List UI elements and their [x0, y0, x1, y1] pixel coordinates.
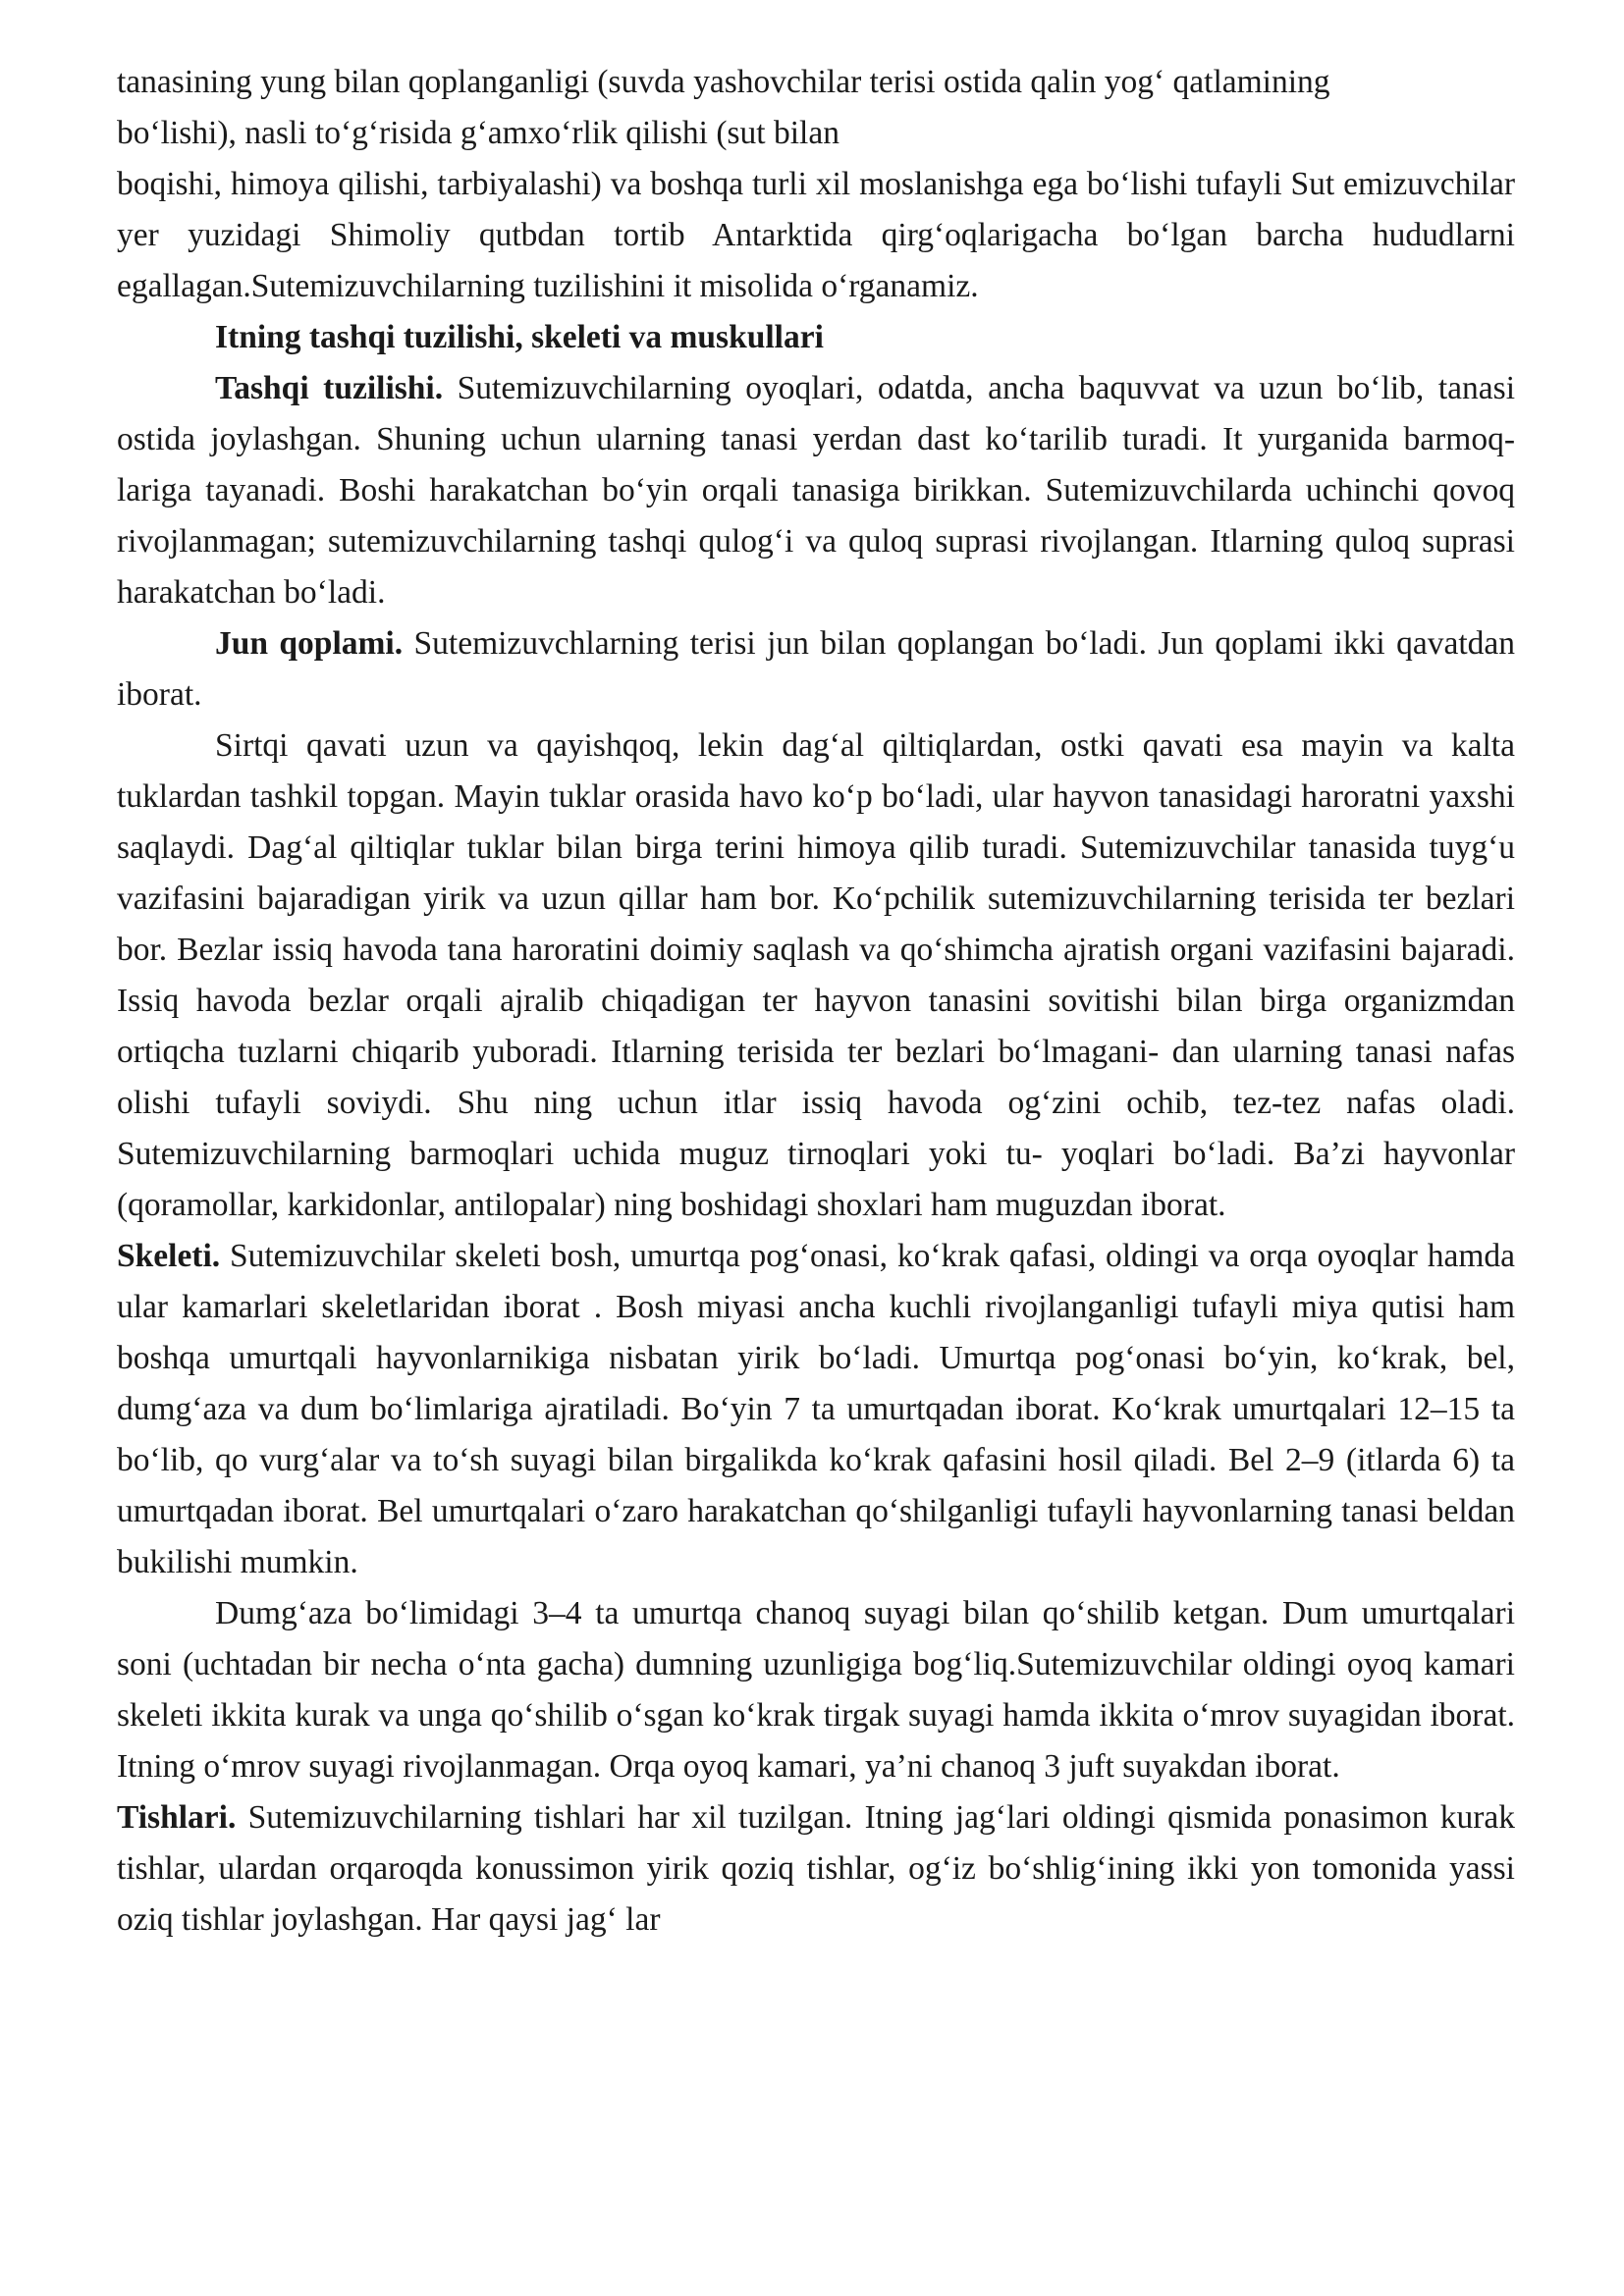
section-heading: Itning tashqi tuzilishi, skeleti va muskullari	[215, 319, 824, 355]
paragraph-skeleti	[117, 1231, 1515, 1588]
paragraph-line: tanasining yung bilan qoplanganligi (suvda yashovchilar terisi ostida qalin yog‘ qatlamining	[117, 64, 1330, 100]
paragraph-text: Sutemizuvchilarning oyoqlari, odatda, ancha baquvvat va uzun bo‘lib, tanasi ostida joylashgan. Shuning uchun ularning tanasi yerdan dast ko‘tarilib turadi. It yurganida barmoq- lariga tayanadi. Boshi harakatchan bo‘yin orqali tanasiga birikkan. Sutemizuvchilarda uchinchi qovoq rivojlanmagan; sutemizuvchilarning tashqi qulog‘i va quloq suprasi rivojlangan. Itlarning quloq suprasi harakatchan bo‘ladi.	[117, 370, 1515, 611]
paragraph-jun	[117, 618, 1515, 721]
term-label: Jun qoplami.	[215, 625, 404, 662]
paragraph-line: bo‘lishi), nasli to‘g‘risida g‘amxo‘rlik qilishi (sut bilan	[117, 115, 839, 151]
paragraph-text: Sutemizuvchilarning tishlari har xil tuzilgan. Itning jag‘lari oldingi qismida ponasimon kurak tishlar, ulardan orqaroqda konussimon yirik qoziq tishlar, og‘iz bo‘shlig‘ining ikki yon tomonida yassi oziq tishlar joylashgan. Har qaysi jag‘ lar	[117, 1799, 1515, 1938]
paragraph-sirtqi: Sirtqi qavati uzun va qayishqoq, lekin dag‘al qiltiqlardan, ostki qavati esa mayin va kalta tuklardan tashkil topgan. Mayin tuklar orasida havo ko‘p bo‘ladi, ular hayvon tanasidagi haroratni yaxshi saqlaydi. Dag‘al qiltiqlar tuklar bilan birga terini himoya qilib turadi. Sutemizuvchilar tanasida tuyg‘u vazifasini bajaradigan yirik va uzun qillar ham bor. Ko‘pchilik sutemizuvchilarning terisida ter bezlari bor. Bezlar issiq havoda tana haroratini doimiy saqlash va qo‘shimcha ajratish organi vazifasini bajaradi. Issiq havoda bezlar orqali ajralib chiqadigan ter hayvon tanasini sovitishi bilan birga organizmdan ortiqcha tuzlarni chiqarib yuboradi. Itlarning terisida ter bezlari bo‘lmagani- dan ularning tanasi nafas olishi tufayli soviydi. Shu ning uchun itlar issiq havoda og‘zini ochib, tez-tez nafas oladi. Sutemizuvchilarning barmoqlari uchida muguz tirnoqlari yoki tu- yoqlari bo‘ladi. Ba’zi hayvonlar (qoramollar, karkidonlar, antilopalar) ning boshidagi shoxlari ham muguzdan iborat.	[117, 727, 1515, 1223]
paragraph-tishlari	[117, 1792, 1515, 1946]
term-label: Skeleti.	[117, 1238, 221, 1274]
paragraph: boqishi, himoya qilishi, tarbiyalashi) va boshqa turli xil moslanishga ega bo‘lishi tufayli Sut emizuvchilar yer yuzidagi Shimoliy qutbdan tortib Antarktida qirg‘oqlarigacha bo‘lgan barcha hududlarni egallagan.Sutemizuvchilarning tuzilishini it misolida o‘rganamiz.	[117, 166, 1515, 304]
paragraph-tashqi	[117, 363, 1515, 618]
term-label: Tashqi tuzilishi.	[215, 370, 444, 406]
document-page	[117, 57, 1515, 1946]
paragraph-text: Sutemizuvchilar skeleti bosh, umurtqa pog‘onasi, ko‘krak qafasi, oldingi va orqa oyoqlar hamda ular kamarlari skeletlaridan iborat . Bosh miyasi ancha kuchli rivojlanganligi tufayli miya qutisi ham boshqa umurtqali hayvonlarnikiga nisbatan yirik bo‘ladi. Umurtqa pog‘onasi bo‘yin, ko‘krak, bel, dumg‘aza va dum bo‘limlariga ajratiladi. Bo‘yin 7 ta umurtqadan iborat. Ko‘krak umurtqalari 12–15 ta bo‘lib, qo vurg‘alar va to‘sh suyagi bilan birgalikda ko‘krak qafasini hosil qiladi. Bel 2–9 (itlarda 6) ta umurtqadan iborat. Bel umurtqalari o‘zaro harakatchan qo‘shilganligi tufayli hayvonlarning tanasi beldan bukilishi mumkin.	[117, 1238, 1515, 1580]
paragraph-text: Sutemizuvchlarning terisi jun bilan qoplangan bo‘ladi. Jun qoplami ikki qavatdan iborat.	[117, 625, 1515, 713]
paragraph-dumgaza: Dumg‘aza bo‘limidagi 3–4 ta umurtqa chanoq suyagi bilan qo‘shilib ketgan. Dum umurtqalari soni (uchtadan bir necha o‘nta gacha) dumning uzunligiga bog‘liq.Sutemizuvchilar oldingi oyoq kamari skeleti ikkita kurak va unga qo‘shilib o‘sgan ko‘krak tirgak suyagi hamda ikkita o‘mrov suyagidan iborat. Itning o‘mrov suyagi rivojlanmagan. Orqa oyoq kamari, ya’ni chanoq 3 juft suyakdan iborat.	[117, 1595, 1515, 1785]
term-label: Tishlari.	[117, 1799, 237, 1836]
